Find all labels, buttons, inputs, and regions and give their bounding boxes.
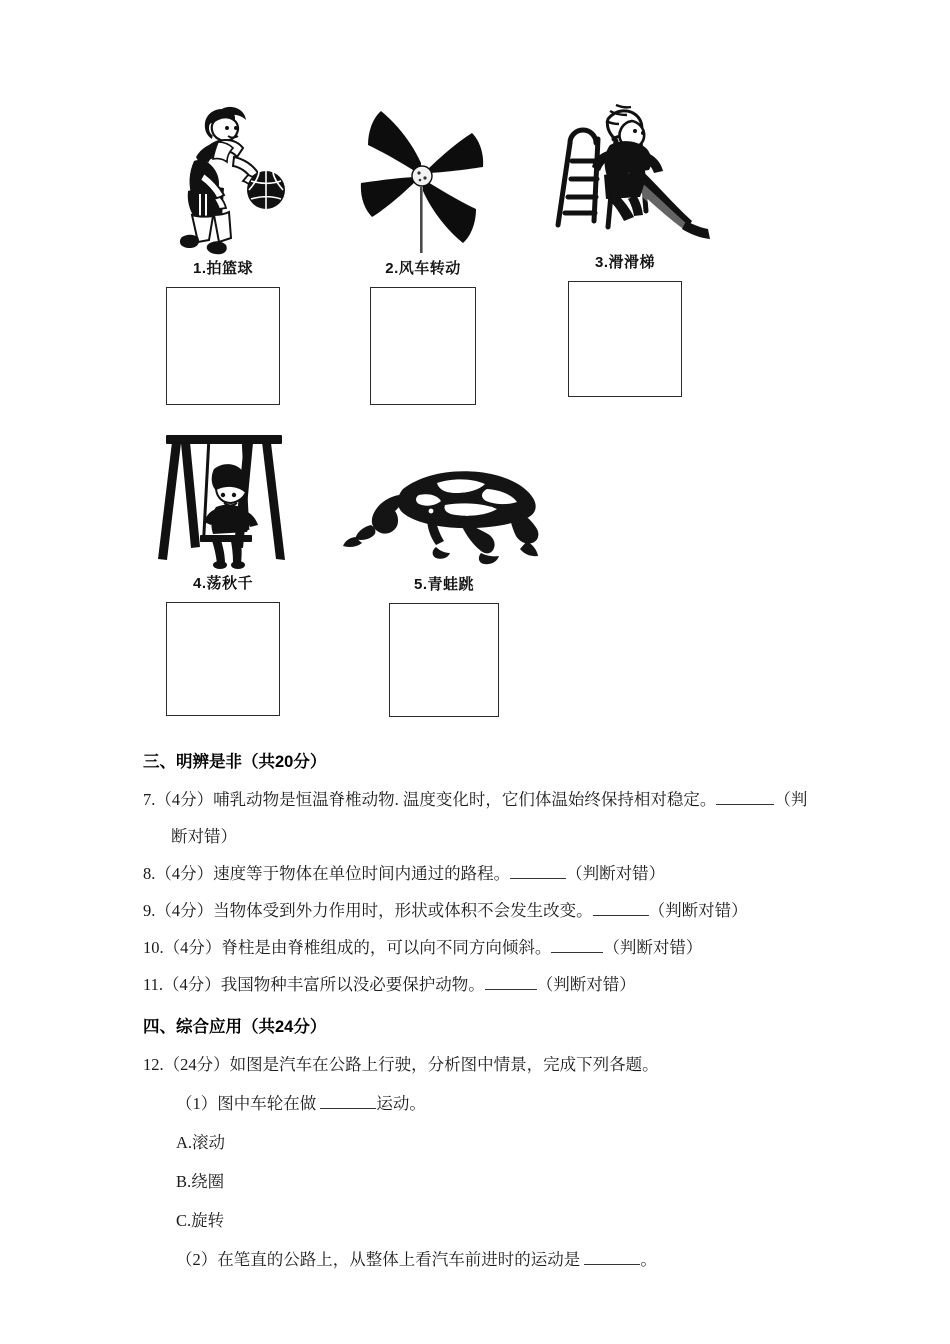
pinwheel-icon <box>348 95 498 255</box>
question-12-sub-2-text: （2）在笔直的公路上，从整体上看汽车前进时的运动是 <box>176 1250 581 1269</box>
question-11-text: 11.（4分）我国物种丰富所以没必要保护动物。 <box>143 975 485 994</box>
playground-slide-icon <box>536 91 714 249</box>
section-heading-3: 三、明辨是非（共20分） <box>143 753 327 771</box>
question-9 <box>143 899 748 924</box>
question-7 <box>143 788 807 813</box>
option-b[interactable]: B.绕圈 <box>176 1172 225 1191</box>
question-8 <box>143 862 665 887</box>
answer-box-1[interactable] <box>166 287 280 405</box>
question-8-text: 8.（4分）速度等于物体在单位时间内通过的路程。 <box>143 864 511 883</box>
figure-item-pinwheel <box>343 95 503 405</box>
jumping-frog-icon <box>341 453 547 571</box>
question-10-text: 10.（4分）脊柱是由脊椎组成的，可以向不同方向倾斜。 <box>143 938 552 957</box>
question-8-suffix: （判断对错） <box>566 864 666 883</box>
question-9-text: 9.（4分）当物体受到外力作用时，形状或体积不会发生改变。 <box>143 901 593 920</box>
question-12-sub-1-suffix: 运动。 <box>376 1094 426 1113</box>
question-7-text: 7.（4分）哺乳动物是恒温脊椎动物. 温度变化时，它们体温始终保持相对稳定。 <box>143 790 717 809</box>
question-12-stem: 12.（24分）如图是汽车在公路上行驶，分析图中情景，完成下列各题。 <box>143 1055 659 1074</box>
question-10 <box>143 936 702 961</box>
figure-caption: 1.拍篮球 <box>192 260 253 277</box>
question-7-blank[interactable] <box>716 788 774 805</box>
swing-set-icon <box>148 425 298 570</box>
option-c[interactable]: C.旋转 <box>176 1211 225 1230</box>
question-12-sub-2-blank[interactable] <box>584 1248 640 1265</box>
question-11 <box>143 973 636 998</box>
figure-item-slide <box>535 91 715 397</box>
option-a[interactable]: A.滚动 <box>176 1133 226 1152</box>
section-heading-4: 四、综合应用（共24分） <box>143 1018 327 1036</box>
question-11-suffix: （判断对错） <box>536 975 636 994</box>
figure-caption: 4.荡秋千 <box>192 575 253 592</box>
basketball-dribble-icon <box>148 95 298 255</box>
question-12-sub-1-text: （1）图中车轮在做 <box>176 1094 317 1113</box>
question-9-blank[interactable] <box>593 899 649 916</box>
question-11-blank[interactable] <box>485 973 537 990</box>
question-12-sub-2 <box>176 1248 657 1273</box>
figure-caption: 5.青蛙跳 <box>413 576 474 593</box>
figure-item-swing <box>143 425 303 716</box>
figure-item-frog <box>339 453 549 717</box>
figure-item-basketball <box>143 95 303 405</box>
question-8-blank[interactable] <box>510 862 566 879</box>
answer-box-5[interactable] <box>389 603 499 717</box>
figure-grid <box>143 95 807 725</box>
question-12-sub-1 <box>176 1092 426 1117</box>
answer-box-3[interactable] <box>568 281 682 397</box>
answer-box-4[interactable] <box>166 602 280 716</box>
figure-row-1 <box>143 95 807 425</box>
question-7-continued: 断对错） <box>171 827 237 846</box>
question-9-suffix: （判断对错） <box>648 901 748 920</box>
answer-box-2[interactable] <box>370 287 476 405</box>
figure-row-2 <box>143 425 807 725</box>
figure-caption: 2.风车转动 <box>385 260 461 277</box>
question-10-suffix: （判断对错） <box>603 938 703 957</box>
question-12-sub-1-blank[interactable] <box>320 1092 376 1109</box>
question-10-blank[interactable] <box>551 936 603 953</box>
figure-caption: 3.滑滑梯 <box>594 254 655 271</box>
question-7-suffix: （判 <box>774 790 808 809</box>
question-12-sub-2-suffix: 。 <box>640 1250 657 1269</box>
